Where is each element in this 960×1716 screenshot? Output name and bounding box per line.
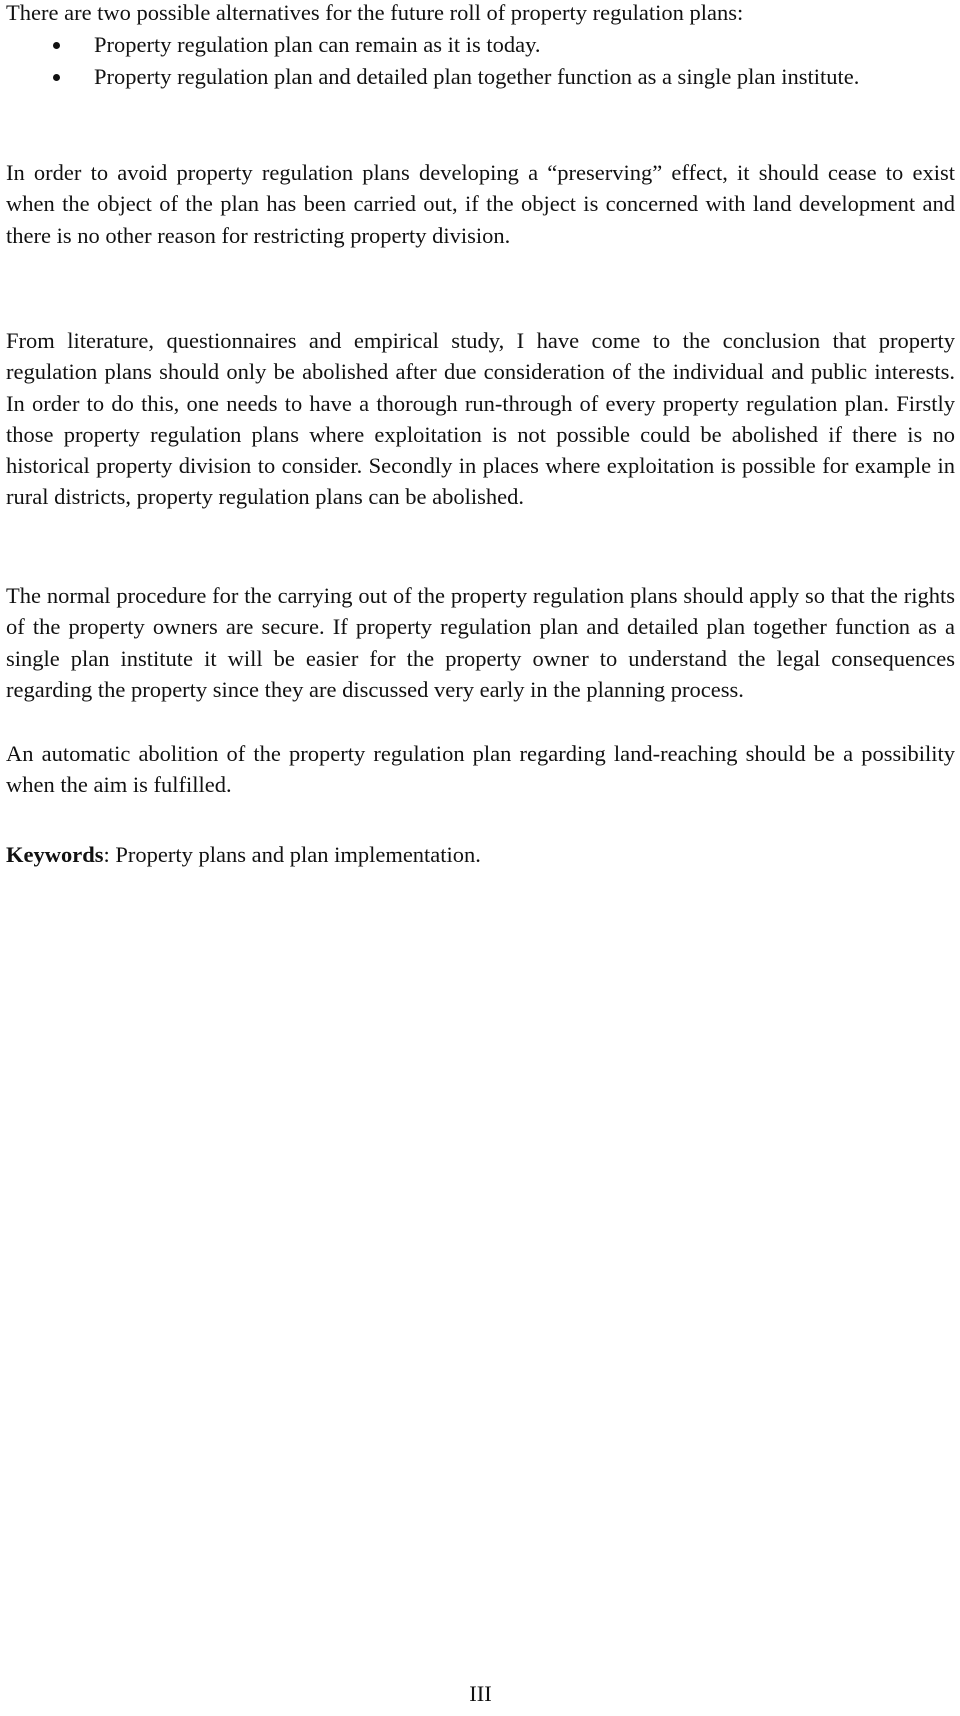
alternatives-list bbox=[6, 29, 955, 93]
intro-sentence: There are two possible alternatives for the future roll of property regulation plans: bbox=[6, 0, 744, 25]
paragraph-normal-procedure: The normal procedure for the carrying out of the property regulation plans should apply so that the rights of the property owners are secure. If property regulation plan and detailed plan together function as a single plan institute it will be easier for the property owner to understand the legal consequences regarding the property since they are discussed very early in the planning process. bbox=[6, 583, 955, 702]
keywords-label: Keywords bbox=[6, 842, 104, 867]
list-item-text: Property regulation plan and detailed plan together function as a single plan institute. bbox=[94, 64, 860, 89]
page-number: III bbox=[469, 1681, 492, 1706]
bullet-icon bbox=[53, 42, 60, 49]
document-page bbox=[6, 0, 955, 1716]
paragraph-conclusion: From literature, questionnaires and empirical study, I have come to the conclusion that property regulation plans should only be abolished after due consideration of the individual and public interests. In order to do this, one needs to have a thorough run-through of every property regulation plan. Firstly those property regulation plans where exploitation is not possible could be abolished if there is no historical property division to consider. Secondly in places where exploitation is possible for example in rural districts, property regulation plans can be abolished. bbox=[6, 328, 955, 510]
paragraph-automatic-abolition: An automatic abolition of the property regulation plan regarding land-reaching should be a possibility when the aim is fulfilled. bbox=[6, 741, 955, 798]
list-item bbox=[6, 29, 955, 61]
list-item-text: Property regulation plan can remain as it is today. bbox=[94, 32, 541, 57]
keywords-line bbox=[6, 839, 955, 871]
paragraph-preserving-effect: In order to avoid property regulation plans developing a “preserving” effect, it should cease to exist when the object of the plan has been carried out, if the object is concerned with land development and there is no other reason for restricting property division. bbox=[6, 160, 955, 248]
keywords-text: : Property plans and plan implementation. bbox=[103, 842, 481, 867]
list-item bbox=[6, 61, 955, 93]
bullet-icon bbox=[53, 74, 60, 81]
